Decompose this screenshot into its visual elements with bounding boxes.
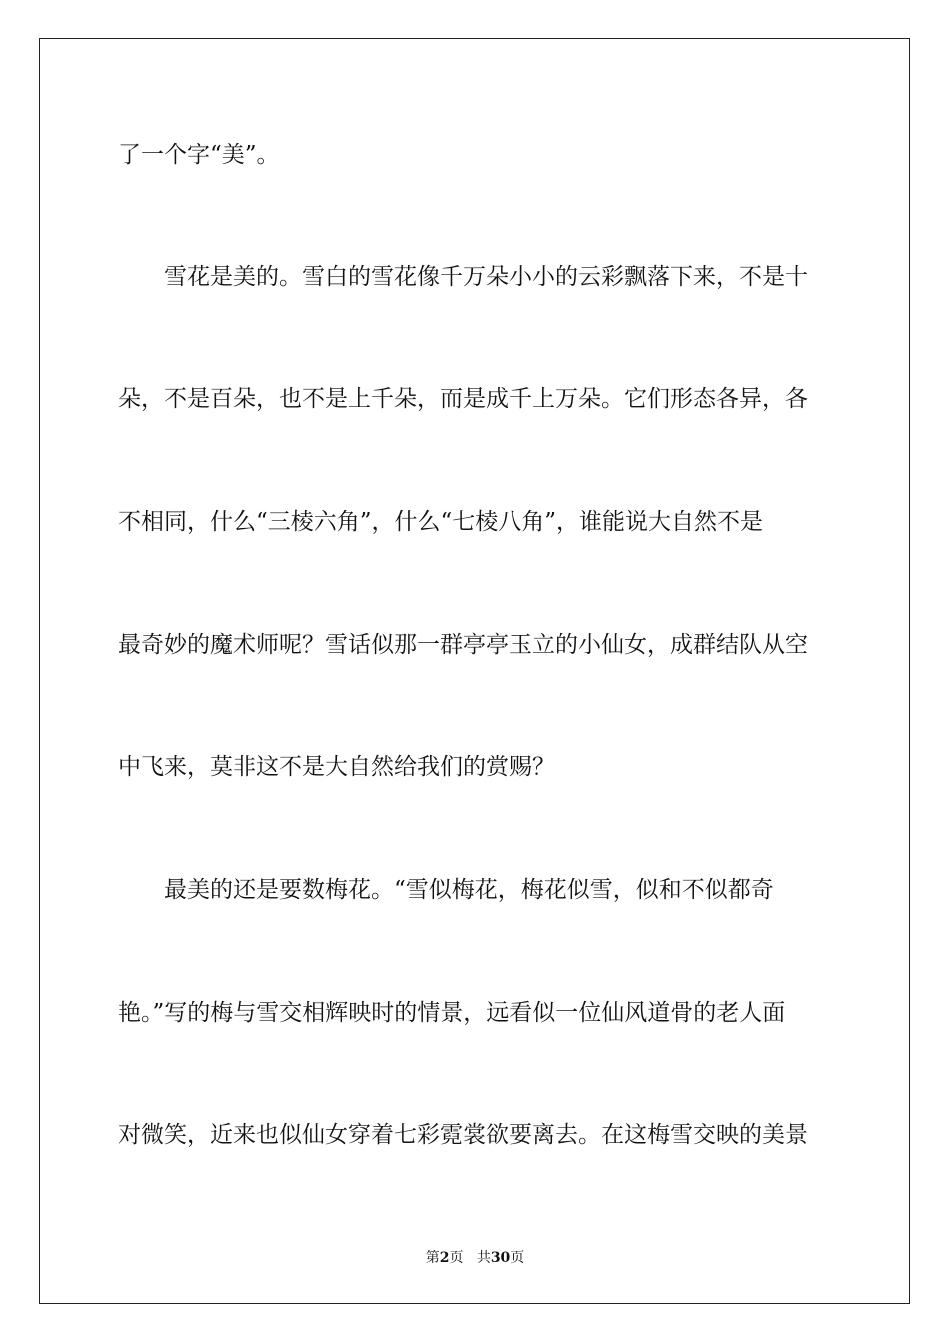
total-prefix: 共 [476, 1250, 491, 1266]
text-line-1: 了一个字“美”。 [118, 142, 280, 168]
text-line-4: 不相同，什么“三棱六角”，什么“七棱八角”，谁能说大自然不是 [118, 509, 764, 535]
text-line-8: 艳。”写的梅与雪交相辉映时的情景，远看似一位仙风道骨的老人面 [118, 1000, 786, 1026]
page-border [39, 38, 910, 1304]
page-prefix: 第 [425, 1250, 440, 1266]
text-line-6: 中飞来，莫非这不是大自然给我们的赏赐？ [118, 754, 555, 780]
text-line-2: 雪花是美的。雪白的雪花像千万朵小小的云彩飘落下来，不是十 [164, 264, 808, 290]
page-number: 2 [439, 1250, 450, 1266]
text-line-5: 最奇妙的魔术师呢？雪话似那一群亭亭玉立的小仙女，成群结队从空 [118, 632, 808, 658]
page-suffix: 页 [449, 1250, 464, 1266]
page-footer [0, 1247, 950, 1267]
text-line-7: 最美的还是要数梅花。“雪似梅花，梅花似雪，似和不似都奇 [164, 877, 774, 903]
text-line-9: 对微笑，近来也似仙女穿着七彩霓裳欲要离去。在这梅雪交映的美景 [118, 1122, 808, 1148]
text-line-3: 朵，不是百朵，也不是上千朵，而是成千上万朵。它们形态各异，各 [118, 386, 808, 412]
total-suffix: 页 [510, 1250, 525, 1266]
total-pages: 30 [490, 1250, 511, 1266]
